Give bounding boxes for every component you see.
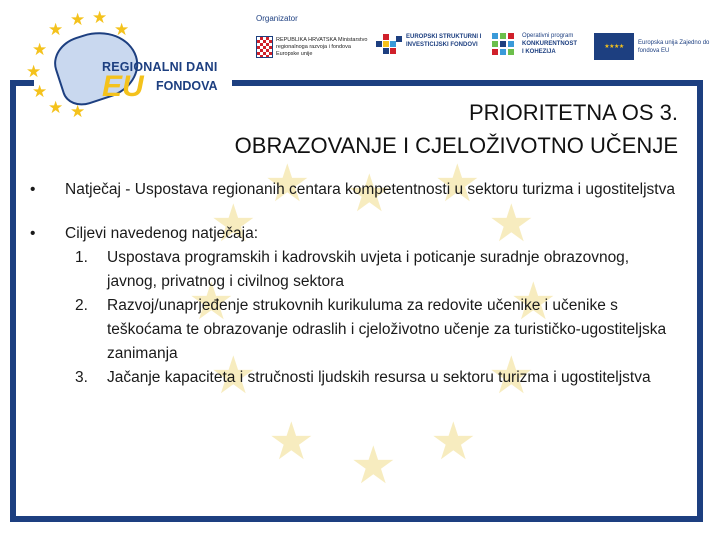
eu-text: Europska unija Zajedno do fondova EU	[638, 40, 710, 54]
op-logo	[492, 30, 588, 62]
star-icon: ★	[32, 82, 48, 102]
op-text-line3: I KOHEZIJA	[522, 49, 556, 55]
ministry-logo	[256, 36, 368, 64]
op-text	[522, 32, 592, 56]
watermark-star-icon: ★	[488, 346, 535, 406]
slide-content	[30, 178, 675, 390]
numbered-list	[65, 246, 675, 390]
star-icon: ★	[32, 40, 48, 60]
bullet-item	[30, 222, 675, 390]
slide-title-line1: PRIORITETNA OS 3.	[468, 100, 678, 125]
esi-funds-mark-icon	[376, 32, 402, 56]
bullet-text: Natječaj - Uspostava regionanih centara kompetentnosti u sektoru turizma i ugostiteljstva	[65, 181, 675, 198]
esi-funds-text: EUROPSKI STRUKTURNI I INVESTICIJSKI FONDOVI	[406, 34, 482, 48]
esi-funds-logo	[376, 30, 486, 60]
star-icon: ★	[114, 20, 130, 40]
op-text-line2: KONKURENTNOST	[522, 41, 577, 47]
star-icon: ★	[70, 102, 86, 122]
bullet-text: Ciljevi navedenog natječaja:	[65, 225, 259, 242]
watermark-star-icon: ★	[346, 164, 393, 224]
watermark-star-icon: ★	[430, 412, 477, 472]
numbered-list-item	[75, 294, 675, 366]
bullet-marker: •	[30, 225, 36, 242]
list-number: 1.	[75, 249, 88, 266]
watermark-star-icon: ★	[264, 154, 311, 214]
op-text-line1: Operativni program	[522, 33, 574, 39]
list-item-text: Uspostava programskih i kadrovskih uvjeta i poticanje suradnje obrazovnog, javnog, privatnog i civilnog sektora	[107, 249, 630, 290]
croatian-coat-of-arms-icon	[256, 36, 273, 58]
logo-title-line1: REGIONALNI DANI	[102, 60, 218, 74]
watermark-star-icon: ★	[268, 412, 315, 472]
watermark-star-icon: ★	[510, 272, 557, 332]
numbered-list-item	[75, 366, 675, 390]
slide-title	[150, 96, 678, 162]
list-item-text: Jačanje kapaciteta i stručnosti ljudskih resursa u sektoru turizma i ugostiteljstva	[107, 369, 651, 386]
logo-eu-text: EU	[102, 70, 144, 103]
star-icon: ★	[48, 20, 64, 40]
ministry-text: REPUBLIKA HRVATSKA Ministarstvo regionalnoga razvoja i fondova Europske unije	[276, 37, 368, 57]
watermark-star-icon: ★	[488, 194, 535, 254]
list-number: 3.	[75, 369, 88, 386]
star-icon: ★	[92, 8, 108, 28]
eu-flag-icon	[594, 33, 634, 60]
logo-title-line2: FONDOVA	[156, 79, 218, 93]
star-icon: ★	[26, 62, 42, 82]
slide-title-line2: OBRAZOVANJE I CJELOŽIVOTNO UČENJE	[234, 133, 678, 158]
eu-stars-icon: ★★★★	[604, 43, 624, 50]
watermark-star-icon: ★	[210, 194, 257, 254]
watermark-star-icon: ★	[210, 346, 257, 406]
watermark-star-icon: ★	[350, 436, 397, 496]
numbered-list-item	[75, 246, 675, 294]
bullet-item	[30, 178, 675, 202]
watermark-star-icon: ★	[188, 272, 235, 332]
organizer-label: Organizator	[256, 14, 298, 23]
watermark-star-icon: ★	[434, 154, 481, 214]
slide-frame-top-right	[232, 80, 703, 86]
list-number: 2.	[75, 297, 88, 314]
op-mark-icon	[492, 33, 516, 57]
star-icon: ★	[48, 98, 64, 118]
list-item-text: Razvoj/unaprjeđenje strukovnih kurikuluma za redovite učenike i učenike s teškoćama te obrazovanje odraslih i cjeloživotno učenje za turističko-ugostiteljska zanimanja	[107, 297, 667, 362]
bullet-marker: •	[30, 181, 36, 198]
star-icon: ★	[70, 10, 86, 30]
